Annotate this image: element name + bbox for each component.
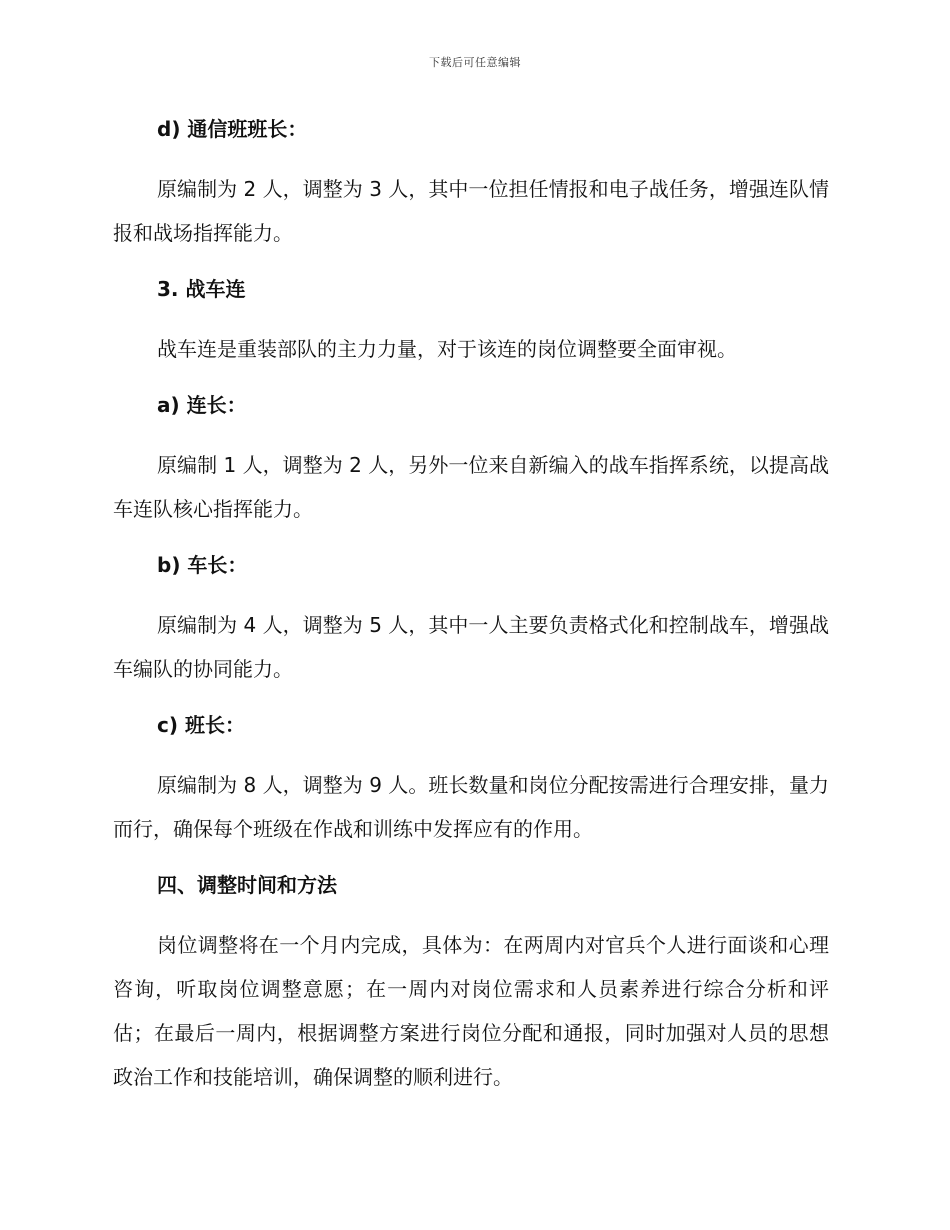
section-heading-comms-squad-leader: d) 通信班班长： bbox=[157, 117, 308, 141]
section-heading-tank-company: 3. 战车连 bbox=[157, 277, 246, 301]
paragraph-tank-company-intro: 战车连是重装部队的主力力量，对于该连的岗位调整要全面审视。 bbox=[157, 337, 737, 361]
paragraph-vehicle-commander: 原编制为 4 人，调整为 5 人，其中一人主要负责格式化和控制战车，增强战车编队的协同能力。 bbox=[113, 613, 829, 681]
page-header: 下载后可任意编辑 bbox=[429, 56, 521, 69]
section-heading-company-commander: a) 连长： bbox=[157, 393, 247, 417]
section-heading-adjustment-schedule: 四、调整时间和方法 bbox=[157, 873, 337, 897]
paragraph-company-commander: 原编制 1 人，调整为 2 人，另外一位来自新编入的战车指挥系统，以提高战车连队核心指挥能力。 bbox=[113, 453, 829, 521]
paragraph-comms-squad-leader: 原编制为 2 人，调整为 3 人，其中一位担任情报和电子战任务，增强连队情报和战场指挥能力。 bbox=[113, 177, 829, 245]
paragraph-squad-leader: 原编制为 8 人，调整为 9 人。班长数量和岗位分配按需进行合理安排，量力而行，确保每个班级在作战和训练中发挥应有的作用。 bbox=[113, 773, 829, 841]
section-heading-vehicle-commander: b) 车长： bbox=[157, 553, 248, 577]
document-body bbox=[113, 110, 829, 1114]
paragraph-adjustment-schedule: 岗位调整将在一个月内完成，具体为：在两周内对官兵个人进行面谈和心理咨询，听取岗位调整意愿；在一周内对岗位需求和人员素养进行综合分析和评估；在最后一周内，根据调整方案进行岗位分配和通报，同时加强对人员的思想政治工作和技能培训，确保调整的顺利进行。 bbox=[113, 933, 829, 1089]
section-heading-squad-leader: c) 班长： bbox=[157, 713, 245, 737]
